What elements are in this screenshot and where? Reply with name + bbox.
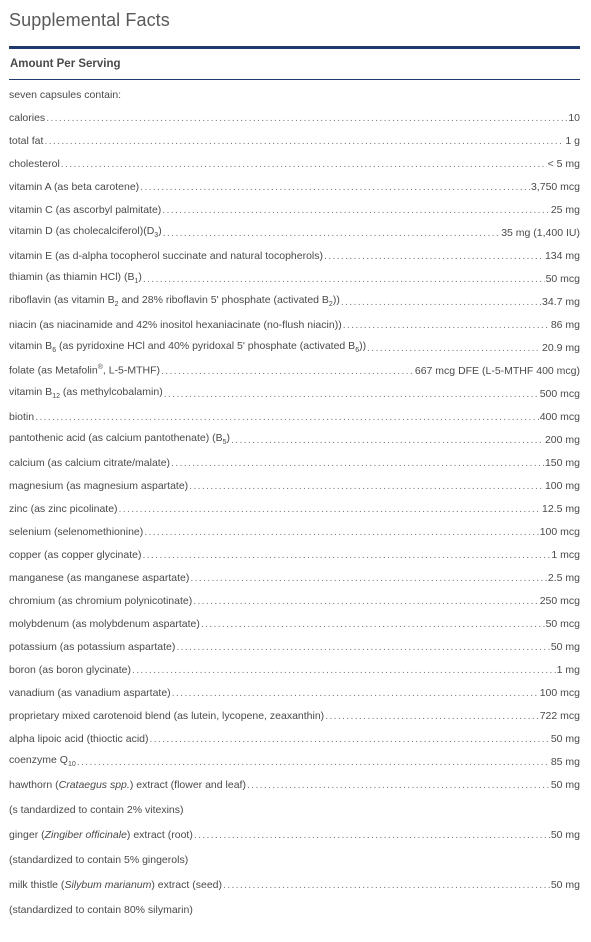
nutrient-label: proprietary mixed carotenoid blend (as lutein, lycopene, zeaxanthin) [9,709,325,722]
leader-dots [190,572,547,584]
leader-dots [171,457,544,469]
nutrient-amount: 2.5 mg [547,571,580,584]
nutrient-label: chromium (as chromium polynicotinate) [9,594,193,607]
nutrient-label: ginger (Zingiber officinale) extract (root) [9,828,193,841]
nutrient-amount: 50 mcg [545,272,580,285]
nutrient-label: vitamin $B_6$ (as pyridoxine HCl and 40% pyridoxal 5' phosphate (activated $B_6$)) [9,340,367,355]
nutrient-label: molybdenum (as molybdenum aspartate) [9,617,200,630]
leader-dots [149,733,549,745]
nutrient-amount: 150 mg [544,456,580,469]
nutrient-amount: 100 mg [544,479,580,492]
leader-dots [35,411,539,423]
nutrient-amount: 50 mg [550,778,580,791]
hawthorn-note: (s tandardized to contain 2% vitexins) [9,803,184,816]
nutrient-amount: 35 mg (1,400 IU) [501,226,580,239]
nutrient-row [9,681,580,704]
leader-dots [231,434,544,446]
nutrient-amount: 12.5 mg [542,502,580,515]
nutrient-row [9,359,580,382]
nutrient-row [9,106,580,129]
nutrient-row [9,405,580,428]
nutrient-label: vitamin C (as ascorbyl palmitate) [9,203,162,216]
nutrient-amount: 100 mcg [539,686,580,699]
leader-dots [144,526,538,538]
header-divider [9,46,580,49]
leader-dots [161,365,414,377]
nutrient-amount: 20.9 mg [542,341,580,354]
nutrient-label: hawthorn (Crataegus spp.) extract (flower and leaf) [9,778,246,791]
nutrient-label: vitamin $B_{12}$ (as methylcobalamin) [9,386,163,401]
nutrient-row [9,336,580,359]
nutrient-label: selenium (selenomethionine) [9,525,144,538]
nutrient-row [9,267,580,290]
leader-dots [143,273,545,285]
leader-dots [163,227,501,239]
nutrient-label: pantothenic acid (as calcium pantothenate) $(B_5)$ [9,432,231,447]
nutrient-row [9,497,580,520]
nutrient-amount: 50 mcg [545,617,580,630]
nutrient-row [9,658,580,681]
ginger-note: (standardized to contain 5% gingerols) [9,853,189,866]
leader-dots [132,664,556,676]
nutrient-label: total fat [9,134,44,147]
nutrient-row [9,727,580,750]
nutrient-amount: 50 mg [550,732,580,745]
nutrient-amount: 3,750 mcg [530,180,580,193]
nutrient-label: zinc (as zinc picolinate) [9,502,118,515]
nutrient-label: folate (as Metafolin®, L-5-MTHF) [9,364,161,377]
ginger-note-row [9,846,580,873]
nutrient-amount: 1 g [565,134,580,147]
nutrient-label: copper (as copper glycinate) [9,548,142,561]
nutrient-amount: 50 mg [550,828,580,841]
serving-size-row [9,83,580,106]
leader-dots [172,687,539,699]
header-underline [9,79,580,80]
nutrient-label: cholesterol [9,157,60,170]
nutrient-amount: 85 mg [550,755,580,768]
nutrient-row [9,773,580,796]
leader-dots [223,879,550,891]
nutrient-label: potassium (as potassium aspartate) [9,640,176,653]
nutrient-amount: 1 mcg [551,548,580,561]
nutrient-amount: 50 mg [550,640,580,653]
leader-dots [324,250,544,262]
leader-dots [61,158,547,170]
nutrient-row [9,750,580,773]
nutrient-amount: 134 mg [544,249,580,262]
nutrient-amount: 1 mg [556,663,580,676]
leader-dots [201,618,545,630]
nutrient-row [9,221,580,244]
nutrient-row [9,428,580,451]
leader-dots [176,641,549,653]
nutrient-amount: 25 mg [550,203,580,216]
nutrient-label: alpha lipoic acid (thioctic acid) [9,732,149,745]
nutrient-row [9,704,580,727]
nutrient-amount: 34.7 mg [542,295,580,308]
leader-dots [140,181,530,193]
nutrient-amount: 200 mg [544,433,580,446]
nutrient-amount: < 5 mg [547,157,580,170]
nutrient-label: milk thistle (Silybum marianum) extract (seed) [9,878,222,891]
nutrient-label: biotin [9,410,35,423]
serving-size-text: seven capsules contain: [9,88,122,101]
nutrient-label: coenzyme $Q_{10}$ [9,754,76,769]
leader-dots [343,319,550,331]
leader-dots [194,829,550,841]
leader-dots [119,503,542,515]
leader-dots [247,779,550,791]
leader-dots [46,112,567,124]
nutrient-label: vitamin E (as d-alpha tocopherol succinate and natural tocopherols) [9,249,324,262]
nutrient-row [9,520,580,543]
nutrient-row [9,198,580,221]
milk-thistle-note-row [9,896,580,923]
nutrient-label: magnesium (as magnesium aspartate) [9,479,189,492]
nutrient-label: vitamin D (as $cholecalciferol)(D_3)$ [9,225,162,240]
milk-thistle-note: (standardized to contain 80% silymarin) [9,903,193,916]
nutrient-row [9,612,580,635]
nutrient-label: calories [9,111,46,124]
nutrient-amount: 400 mcg [539,410,580,423]
leader-dots [189,480,544,492]
nutrient-row-ginger [9,823,580,846]
leader-dots [325,710,539,722]
nutrient-row [9,129,580,152]
leader-dots [162,204,550,216]
nutrient-amount: 250 mcg [539,594,580,607]
nutrient-row-milk-thistle [9,873,580,896]
nutrient-label: vitamin A (as beta carotene) [9,180,140,193]
nutrient-row [9,152,580,175]
nutrient-row [9,589,580,612]
nutrient-row [9,244,580,267]
leader-dots [164,388,539,400]
nutrient-amount: 86 mg [550,318,580,331]
nutrient-row [9,290,580,313]
nutrient-row [9,543,580,566]
nutrient-label: calcium (as calcium citrate/malate) [9,456,171,469]
leader-dots [367,342,541,354]
nutrient-label: thiamin (as thiamin HCl) $(B_1)$ [9,271,142,286]
nutrient-rows [9,106,580,796]
amount-per-serving-header: Amount Per Serving [10,58,121,70]
nutrient-row [9,313,580,336]
nutrient-label: boron (as boron glycinate) [9,663,131,676]
page-title: Supplemental Facts [9,10,170,30]
nutrient-label: vanadium (as vanadium aspartate) [9,686,171,699]
leader-dots [44,135,564,147]
nutrient-amount: 722 mcg [539,709,580,722]
nutrient-amount: 10 [568,111,580,124]
nutrient-amount: 50 mg [550,878,580,891]
leader-dots [193,595,538,607]
nutrient-row [9,451,580,474]
leader-dots [77,756,550,768]
leader-dots [143,549,551,561]
hawthorn-note-row [9,796,580,823]
nutrient-amount: 100 mcg [539,525,580,538]
nutrient-list [9,83,580,923]
nutrient-label: riboflavin (as vitamin $B_2$ and 28% riboflavin 5' phosphate (activated $B_2$)) [9,294,340,309]
nutrient-label: manganese (as manganese aspartate) [9,571,190,584]
nutrient-amount: 500 mcg [539,387,580,400]
nutrient-row [9,635,580,658]
leader-dots [341,296,541,308]
nutrient-row [9,175,580,198]
nutrient-row [9,382,580,405]
nutrient-label: niacin (as niacinamide and 42% inositol hexaniacinate (no-flush niacin)) [9,318,342,331]
nutrient-row [9,474,580,497]
nutrient-row [9,566,580,589]
nutrient-amount: 667 mcg DFE (L-5-MTHF 400 mcg) [414,364,580,377]
